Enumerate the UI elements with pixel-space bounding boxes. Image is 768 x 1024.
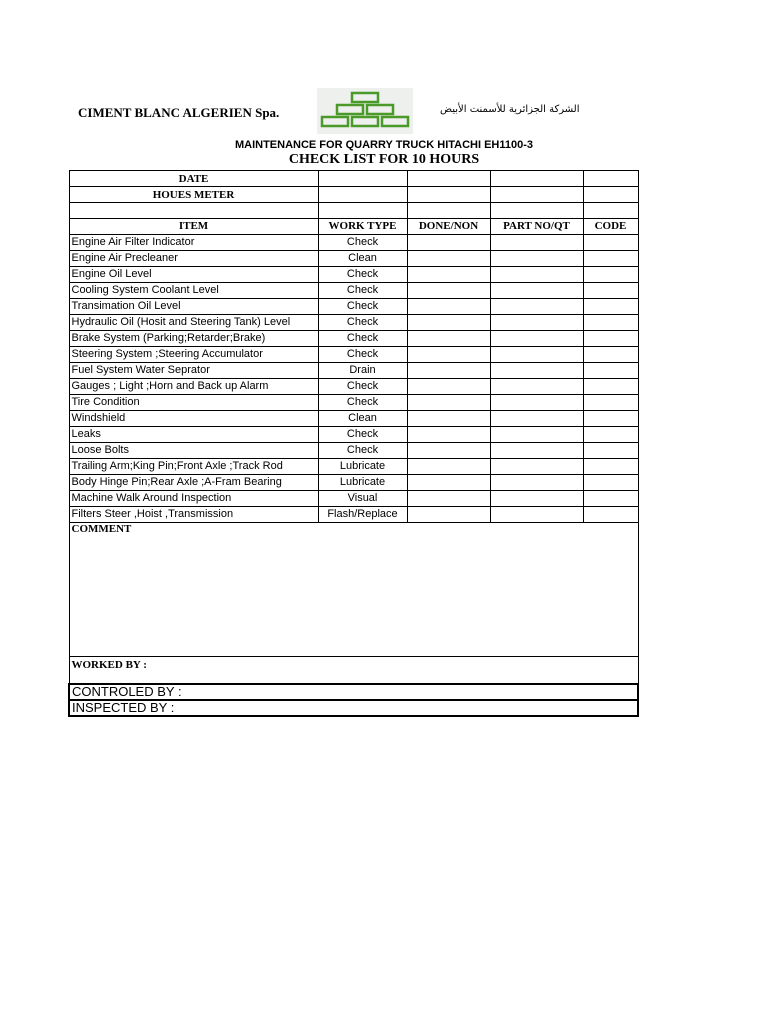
work-type-cell: Check [318, 299, 407, 315]
table-row [69, 299, 638, 315]
inspected-by-row [69, 700, 638, 716]
done-cell[interactable] [407, 251, 490, 267]
part-no-cell[interactable] [490, 475, 583, 491]
work-type-cell: Flash/Replace [318, 507, 407, 523]
code-cell[interactable] [583, 331, 638, 347]
part-no-cell[interactable] [490, 235, 583, 251]
comment-field[interactable] [69, 523, 638, 657]
table-row [69, 507, 638, 523]
done-cell[interactable] [407, 507, 490, 523]
work-type-cell: Check [318, 267, 407, 283]
done-cell[interactable] [407, 347, 490, 363]
part-no-cell[interactable] [490, 299, 583, 315]
part-no-cell[interactable] [490, 315, 583, 331]
item-cell: Body Hinge Pin;Rear Axle ;A-Fram Bearing [69, 475, 318, 491]
hours-meter-label: HOUES METER [69, 187, 318, 203]
item-cell: Hydraulic Oil (Hosit and Steering Tank) Level [69, 315, 318, 331]
code-cell[interactable] [583, 411, 638, 427]
worked-by-row [69, 657, 638, 685]
table-row [69, 459, 638, 475]
code-cell[interactable] [583, 507, 638, 523]
work-type-cell: Check [318, 427, 407, 443]
code-cell[interactable] [583, 347, 638, 363]
done-cell[interactable] [407, 427, 490, 443]
done-cell[interactable] [407, 267, 490, 283]
hours-field[interactable] [490, 187, 583, 203]
date-field[interactable] [490, 171, 583, 187]
item-cell: Fuel System Water Seprator [69, 363, 318, 379]
done-cell[interactable] [407, 379, 490, 395]
item-cell: Engine Oil Level [69, 267, 318, 283]
work-type-cell: Check [318, 235, 407, 251]
table-row [69, 395, 638, 411]
item-cell: Windshield [69, 411, 318, 427]
part-no-cell[interactable] [490, 459, 583, 475]
date-field[interactable] [407, 171, 490, 187]
code-cell[interactable] [583, 235, 638, 251]
column-header: PART NO/QT [490, 219, 583, 235]
company-logo [317, 88, 413, 134]
done-cell[interactable] [407, 363, 490, 379]
work-type-cell: Visual [318, 491, 407, 507]
table-row [69, 491, 638, 507]
column-header: CODE [583, 219, 638, 235]
code-cell[interactable] [583, 427, 638, 443]
part-no-cell[interactable] [490, 379, 583, 395]
hours-field[interactable] [583, 187, 638, 203]
controled-by-field[interactable] [69, 684, 638, 700]
code-cell[interactable] [583, 491, 638, 507]
item-cell: Cooling System Coolant Level [69, 283, 318, 299]
column-header: ITEM [69, 219, 318, 235]
controled-by-label: CONTROLED BY : [72, 684, 182, 699]
date-row [69, 171, 638, 187]
table-row [69, 411, 638, 427]
date-label: DATE [69, 171, 318, 187]
work-type-cell: Check [318, 347, 407, 363]
column-header: WORK TYPE [318, 219, 407, 235]
code-cell[interactable] [583, 459, 638, 475]
part-no-cell[interactable] [490, 283, 583, 299]
work-type-cell: Check [318, 315, 407, 331]
table-row [69, 267, 638, 283]
done-cell[interactable] [407, 459, 490, 475]
table-row [69, 379, 638, 395]
part-no-cell[interactable] [490, 411, 583, 427]
blank-row [69, 203, 638, 219]
done-cell[interactable] [407, 299, 490, 315]
table-row [69, 347, 638, 363]
work-type-cell: Clean [318, 411, 407, 427]
document-subtitle: MAINTENANCE FOR QUARRY TRUCK HITACHI EH1100-3 [234, 139, 534, 151]
code-cell[interactable] [583, 283, 638, 299]
hours-field[interactable] [318, 187, 407, 203]
done-cell[interactable] [407, 395, 490, 411]
company-name-arabic: الشركة الجزائرية للأسمنت الأبيض [440, 104, 580, 115]
table-row [69, 283, 638, 299]
code-cell[interactable] [583, 379, 638, 395]
item-cell: Leaks [69, 427, 318, 443]
item-cell: Transimation Oil Level [69, 299, 318, 315]
date-field[interactable] [583, 171, 638, 187]
company-name: CIMENT BLANC ALGERIEN Spa. [78, 105, 280, 120]
bricks-logo-icon [317, 88, 413, 134]
done-cell[interactable] [407, 491, 490, 507]
item-cell: Steering System ;Steering Accumulator [69, 347, 318, 363]
work-type-cell: Lubricate [318, 475, 407, 491]
table-row [69, 331, 638, 347]
comment-row [69, 523, 638, 657]
done-cell[interactable] [407, 283, 490, 299]
code-cell[interactable] [583, 299, 638, 315]
code-cell[interactable] [583, 395, 638, 411]
table-row [69, 251, 638, 267]
work-type-cell: Clean [318, 251, 407, 267]
part-no-cell[interactable] [490, 395, 583, 411]
part-no-cell[interactable] [490, 427, 583, 443]
worked-by-field[interactable] [69, 657, 638, 685]
code-cell[interactable] [583, 443, 638, 459]
inspected-by-label: INSPECTED BY : [72, 700, 175, 715]
table-row [69, 443, 638, 459]
code-cell[interactable] [583, 267, 638, 283]
table-row [69, 363, 638, 379]
code-cell[interactable] [583, 251, 638, 267]
item-cell: Brake System (Parking;Retarder;Brake) [69, 331, 318, 347]
item-cell: Tire Condition [69, 395, 318, 411]
hours-meter-row [69, 187, 638, 203]
part-no-cell[interactable] [490, 251, 583, 267]
part-no-cell[interactable] [490, 491, 583, 507]
code-cell[interactable] [583, 315, 638, 331]
document-title: CHECK LIST FOR 10 HOURS [288, 152, 480, 167]
work-type-cell: Lubricate [318, 459, 407, 475]
worked-by-label: WORKED BY : [71, 659, 147, 671]
item-cell: Engine Air Precleaner [69, 251, 318, 267]
done-cell[interactable] [407, 475, 490, 491]
table-row [69, 427, 638, 443]
done-cell[interactable] [407, 235, 490, 251]
inspected-by-field[interactable] [69, 700, 638, 716]
work-type-cell: Check [318, 379, 407, 395]
comment-label: COMMENT [71, 523, 132, 535]
part-no-cell[interactable] [490, 347, 583, 363]
work-type-cell: Check [318, 331, 407, 347]
done-cell[interactable] [407, 315, 490, 331]
done-cell[interactable] [407, 331, 490, 347]
part-no-cell[interactable] [490, 507, 583, 523]
part-no-cell[interactable] [490, 363, 583, 379]
item-cell: Filters Steer ,Hoist ,Transmission [69, 507, 318, 523]
checklist-table [68, 170, 639, 717]
table-row [69, 235, 638, 251]
table-row [69, 315, 638, 331]
table-row [69, 475, 638, 491]
part-no-cell[interactable] [490, 267, 583, 283]
part-no-cell[interactable] [490, 443, 583, 459]
done-cell[interactable] [407, 443, 490, 459]
work-type-cell: Check [318, 443, 407, 459]
date-field[interactable] [318, 171, 407, 187]
work-type-cell: Check [318, 395, 407, 411]
item-cell: Gauges ; Light ;Horn and Back up Alarm [69, 379, 318, 395]
code-cell[interactable] [583, 363, 638, 379]
part-no-cell[interactable] [490, 331, 583, 347]
column-header: DONE/NON [407, 219, 490, 235]
item-cell: Trailing Arm;King Pin;Front Axle ;Track Rod [69, 459, 318, 475]
item-cell: Loose Bolts [69, 443, 318, 459]
item-cell: Engine Air Filter Indicator [69, 235, 318, 251]
code-cell[interactable] [583, 475, 638, 491]
item-cell: Machine Walk Around Inspection [69, 491, 318, 507]
done-cell[interactable] [407, 411, 490, 427]
work-type-cell: Drain [318, 363, 407, 379]
controled-by-row [69, 684, 638, 700]
column-header-row [69, 219, 638, 235]
work-type-cell: Check [318, 283, 407, 299]
hours-field[interactable] [407, 187, 490, 203]
